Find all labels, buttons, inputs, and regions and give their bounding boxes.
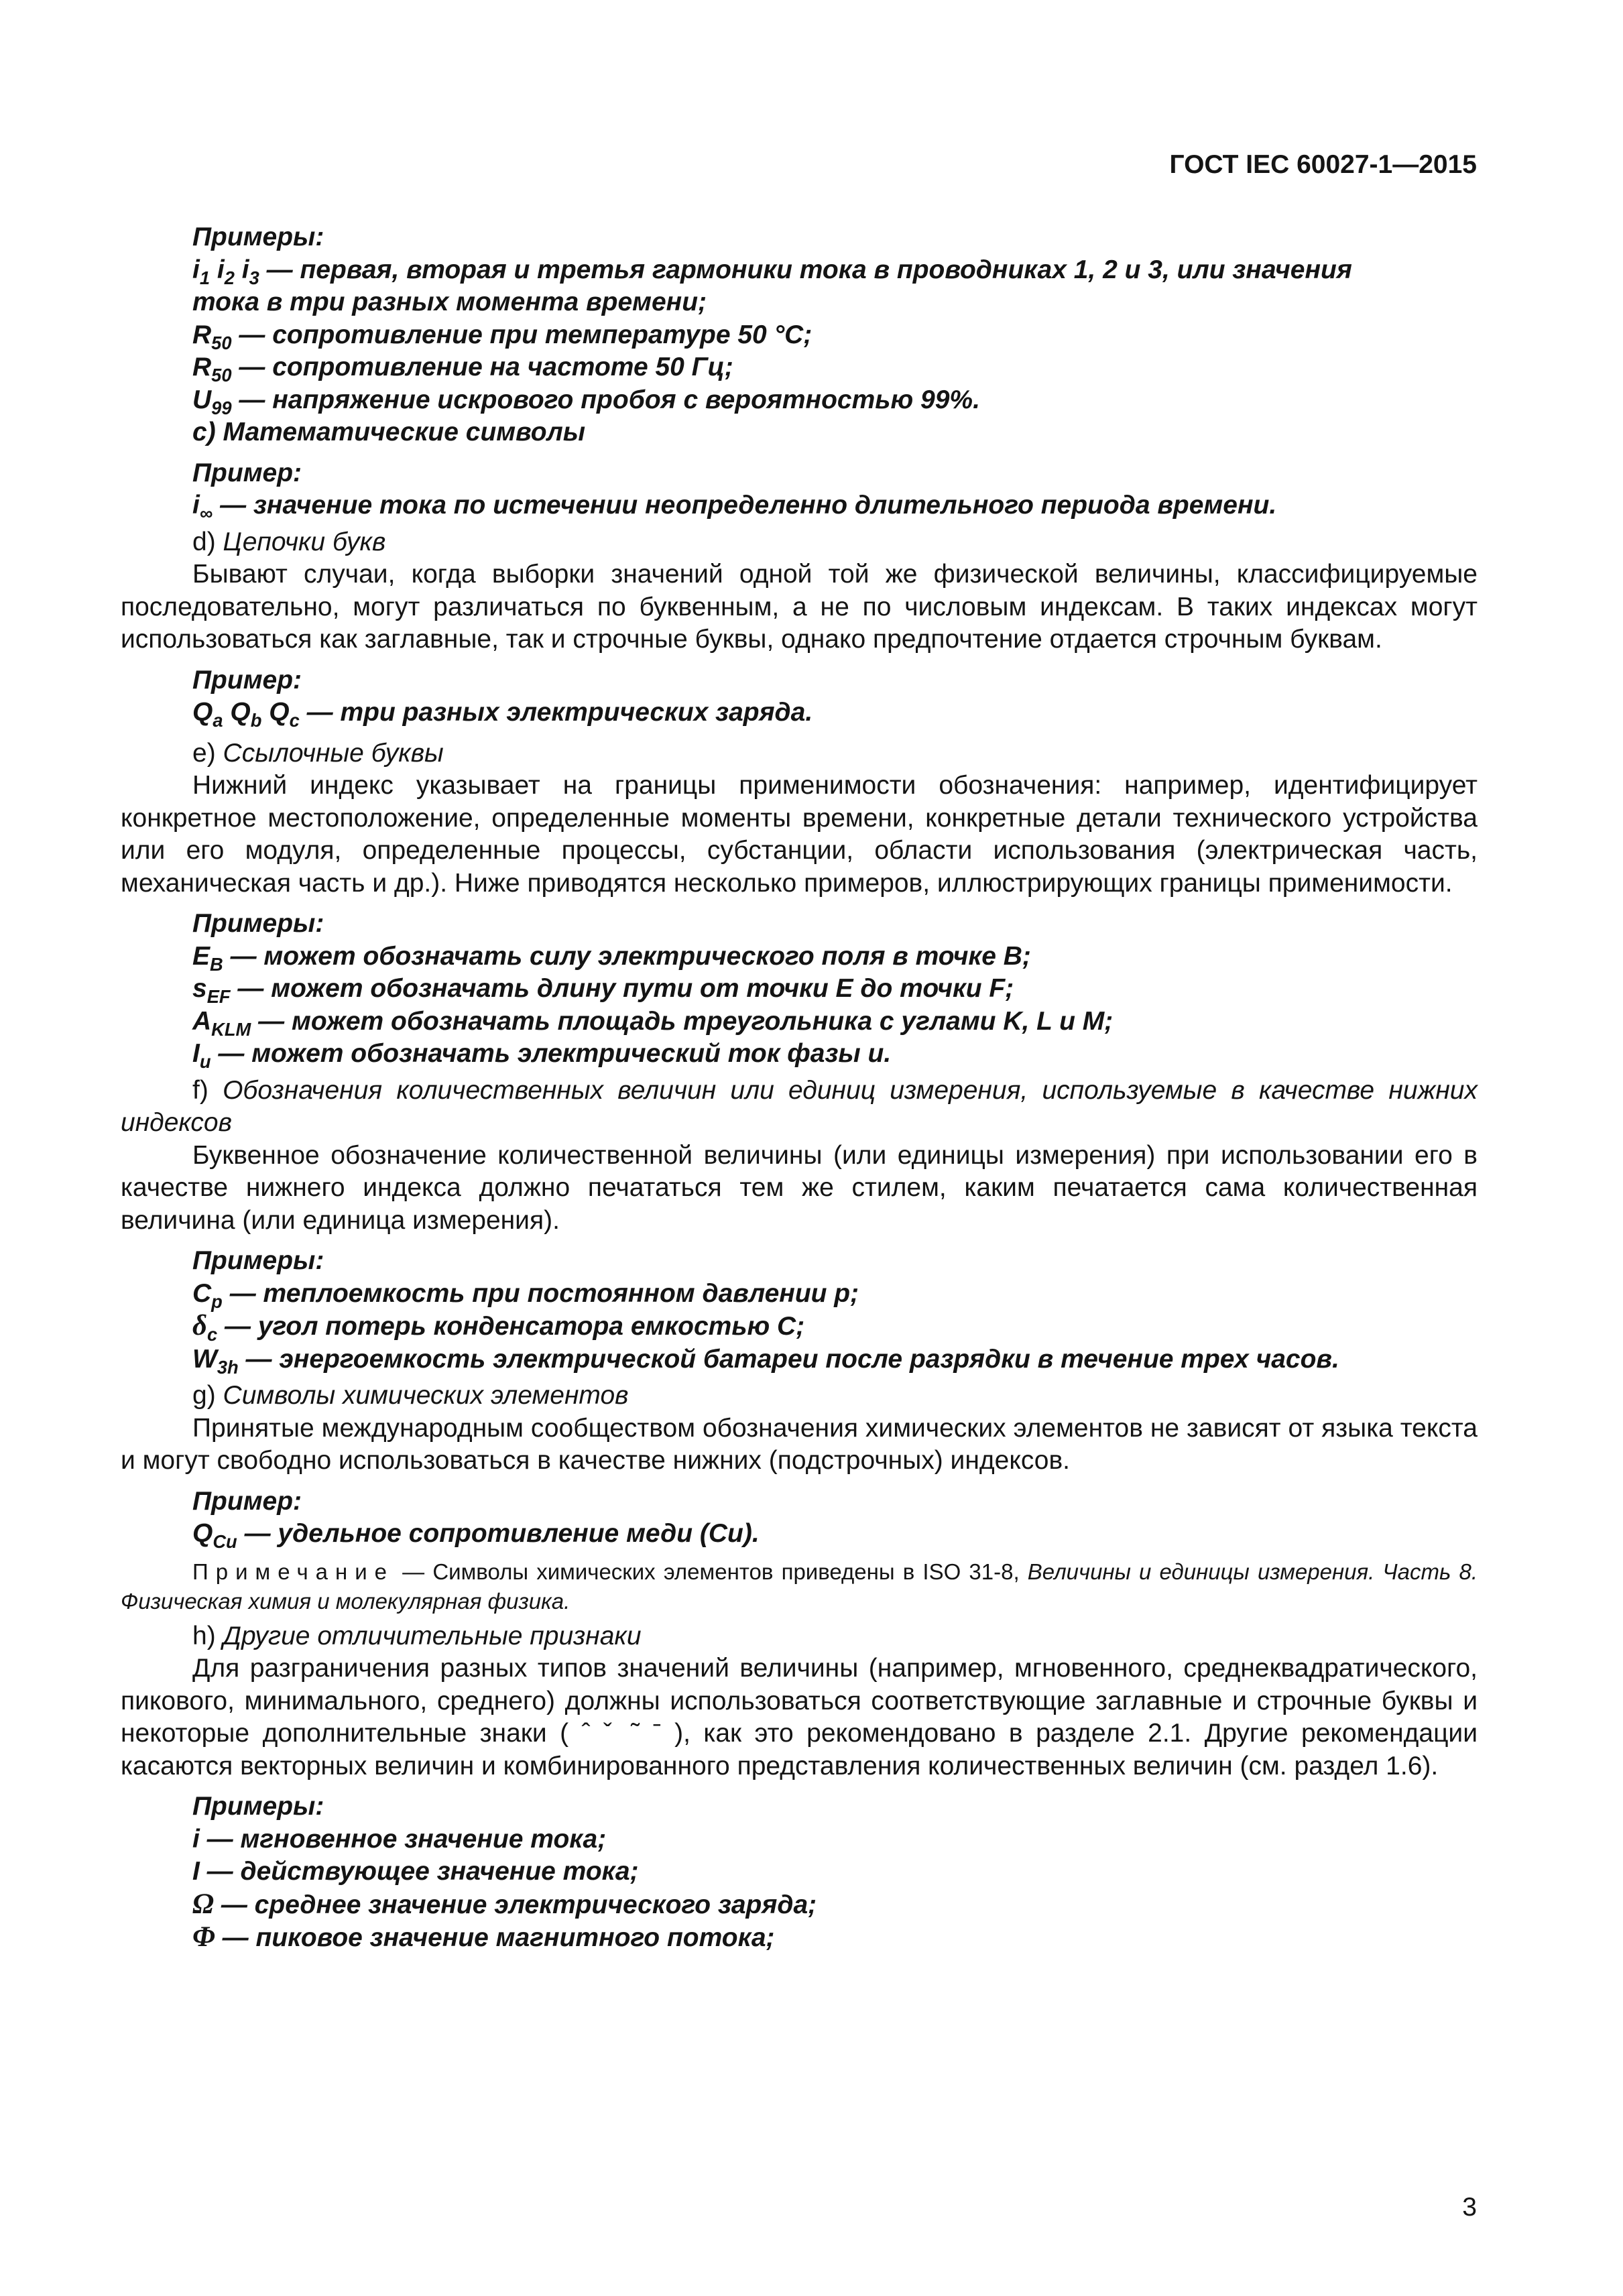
subsection-d-text: Бывают случаи, когда выборки значений одной той же физической величины, классифицируемые последовательно, могут различаться по буквенным, а не по числовым индексам. В таких индексах могут использоваться как заглавные, так и строчные буквы, однако предпочтение отдается строчным буквам.	[121, 560, 1478, 654]
examples-block-5	[121, 1245, 1478, 1376]
examples-block-3	[121, 664, 1478, 729]
note-reference: Величины и единицы измерения. Часть 8. Физическая химия и молекулярная физика.	[121, 1559, 1478, 1614]
subsection-f-text: Буквенное обозначение количественной величины (или единицы измерения) при использовании его в качестве нижнего индекса должно печататься тем же стилем, каким печатается сама количественная величина (или единица измерения).	[121, 1140, 1478, 1235]
examples-label: Примеры:	[192, 1792, 324, 1821]
examples-block-2	[121, 457, 1478, 522]
page-body	[121, 221, 1478, 1955]
example-label: Пример:	[192, 458, 302, 487]
example-line: $I_u$ — может обозначать электрический ток фазы u.	[192, 1039, 892, 1072]
subsection-f-heading: f) Обозначения количественных величин или единиц измерения, используемые в качестве нижних индексов	[121, 1075, 1478, 1137]
page-number: 3	[1462, 2193, 1477, 2222]
example-line: $W_{3h}$ — энергоемкость электрической батареи после разрядки в течение трех часов.	[192, 1344, 1339, 1378]
examples-label: Примеры:	[192, 1246, 324, 1275]
examples-block-6	[121, 1486, 1478, 1551]
example-line: $i_1$ $i_2$ $i_3$ — первая, вторая и третья гармоники тока в проводниках 1, 2 и 3, или значения	[192, 255, 1352, 288]
example-line: $Q_a$ $Q_b$ $Q_c$ — три разных электрических заряда.	[192, 698, 813, 731]
subsection-h-heading: h) Другие отличительные признаки	[192, 1621, 642, 1650]
subsection-h-text: Для разграничения разных типов значений величины (например, мгновенного, среднеквадратического, пикового, минимального, среднего) должны использоваться соответствующие заглавные и строчные буквы и некоторые дополнительные знаки ( ˆ ˇ ˜ ˉ ), как это рекомендовано в разделе 2.1. Другие рекомендации касаются векторных величин и комбинированного представления количественных величин (см. раздел 1.6).	[121, 1654, 1478, 1780]
example-line: $i_\infty$ — значение тока по истечении неопределенно длительного периода времени.	[192, 491, 1277, 524]
example-label: Пример:	[192, 665, 302, 694]
note: Примечание — Символы химических элементов приведены в ISO 31-8, Величины и единицы измерения. Часть 8. Физическая химия и молекулярная физика.	[121, 1559, 1478, 1614]
example-line: Ω — среднее значение электрического заряда;	[192, 1888, 817, 1920]
subsection-c-heading: c) Математические символы	[192, 418, 586, 446]
examples-block-4	[121, 908, 1478, 1071]
subsection-g-heading: g) Символы химических элементов	[192, 1381, 629, 1410]
example-line: $R_{50}$ — сопротивление на частоте 50 Гц;	[192, 353, 733, 385]
subsection-e-heading: е) Ссылочные буквы	[192, 738, 444, 768]
example-line: $C_p$ — теплоемкость при постоянном давлении р;	[192, 1278, 859, 1312]
example-line: тока в три разных момента времени;	[192, 288, 707, 316]
example-line: I — действующее значение тока;	[192, 1857, 639, 1886]
note-label: Примечание	[192, 1559, 395, 1584]
document-id: ГОСТ IEC 60027-1—2015	[1169, 150, 1477, 179]
examples-label: Примеры:	[192, 909, 324, 938]
example-line: Φ — пиковое значение магнитного потока;	[192, 1921, 775, 1953]
subsection-e-text: Нижний индекс указывает на границы применимости обозначения: например, идентифицирует конкретное местоположение, определенные моменты времени, конкретные детали технического устройства или его модуля, определенные процессы, субстанции, области использования (электрическая часть, механическая часть и др.). Ниже приводятся несколько примеров, иллюстрирующих границы применимости.	[121, 771, 1478, 898]
example-line: i — мгновенное значение тока;	[192, 1824, 607, 1854]
examples-block-1	[121, 221, 1478, 449]
example-line: $s_{EF}$ — может обозначать длину пути от точки Е до точки F;	[192, 974, 1014, 1007]
example-line: $Q_{Cu}$ — удельное сопротивление меди (Cu).	[192, 1519, 760, 1552]
example-line: $U_{99}$ — напряжение искрового пробоя с вероятностью 99%.	[192, 385, 980, 418]
subsection-d-heading: d) Цепочки букв	[192, 527, 386, 556]
example-line: $A_{KLM}$ — может обозначать площадь треугольника с углами K, L и М;	[192, 1006, 1114, 1040]
example-line: $R_{50}$ — сопротивление при температуре 50 °С;	[192, 320, 813, 353]
examples-block-7	[121, 1791, 1478, 1955]
example-line: $\delta_c$ — угол потерь конденсатора емкостью С;	[192, 1310, 805, 1345]
example-label: Пример:	[192, 1486, 302, 1516]
example-line: $E_B$ — может обозначать силу электрического поля в точке В;	[192, 941, 1031, 975]
examples-label: Примеры:	[192, 223, 324, 251]
subsection-g-text: Принятые международным сообществом обозначения химических элементов не зависят от языка текста и могут свободно использоваться в качестве нижних (подстрочных) индексов.	[121, 1413, 1478, 1475]
